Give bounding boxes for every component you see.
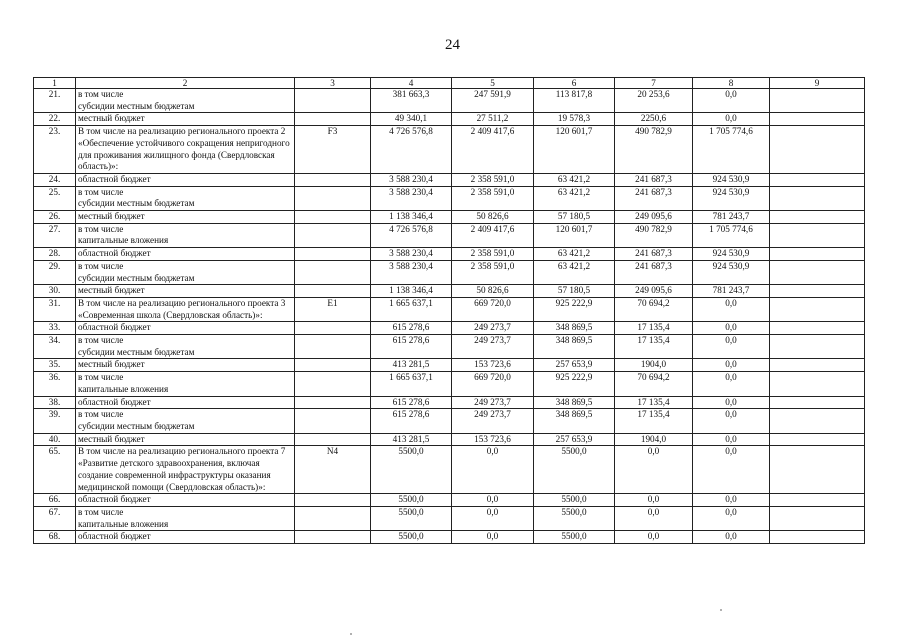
row-name-cell: областной бюджет <box>76 494 295 507</box>
value-cell-col8: 0,0 <box>693 297 770 321</box>
value-cell-col9 <box>770 186 865 210</box>
budget-table <box>33 77 865 544</box>
header-cell: 7 <box>615 78 693 89</box>
value-cell-col6: 5500,0 <box>534 506 615 530</box>
value-cell-col9 <box>770 446 865 494</box>
row-code-cell <box>295 248 371 261</box>
value-cell-col7: 0,0 <box>615 494 693 507</box>
table-row <box>34 531 865 544</box>
value-cell-col6: 57 180,5 <box>534 211 615 224</box>
row-number-cell: 35. <box>34 359 76 372</box>
page-number: 24 <box>445 37 460 53</box>
row-number-cell: 39. <box>34 409 76 433</box>
table-row <box>34 335 865 359</box>
scan-speck <box>350 633 352 635</box>
value-cell-col4: 5500,0 <box>371 494 452 507</box>
value-cell-col7: 1904,0 <box>615 433 693 446</box>
value-cell-col4: 615 278,6 <box>371 396 452 409</box>
row-number-cell: 29. <box>34 260 76 284</box>
value-cell-col8: 0,0 <box>693 372 770 396</box>
table-row <box>34 494 865 507</box>
value-cell-col7: 0,0 <box>615 506 693 530</box>
value-cell-col4: 3 588 230,4 <box>371 248 452 261</box>
value-cell-col5: 2 409 417,6 <box>452 223 534 247</box>
value-cell-col4: 615 278,6 <box>371 409 452 433</box>
table-row <box>34 211 865 224</box>
table-row <box>34 359 865 372</box>
value-cell-col7: 0,0 <box>615 531 693 544</box>
row-number-cell: 40. <box>34 433 76 446</box>
table-row <box>34 372 865 396</box>
value-cell-col9 <box>770 409 865 433</box>
value-cell-col4: 615 278,6 <box>371 322 452 335</box>
row-code-cell: F3 <box>295 126 371 174</box>
row-name-cell: в том числе субсидии местным бюджетам <box>76 260 295 284</box>
value-cell-col4: 5500,0 <box>371 506 452 530</box>
value-cell-col8: 924 530,9 <box>693 260 770 284</box>
value-cell-col5: 249 273,7 <box>452 335 534 359</box>
value-cell-col5: 0,0 <box>452 531 534 544</box>
row-number-cell: 67. <box>34 506 76 530</box>
value-cell-col8: 0,0 <box>693 433 770 446</box>
row-name-cell: областной бюджет <box>76 396 295 409</box>
value-cell-col4: 5500,0 <box>371 531 452 544</box>
value-cell-col4: 413 281,5 <box>371 433 452 446</box>
value-cell-col8: 0,0 <box>693 89 770 113</box>
row-code-cell <box>295 531 371 544</box>
value-cell-col4: 4 726 576,8 <box>371 126 452 174</box>
row-number-cell: 65. <box>34 446 76 494</box>
row-code-cell <box>295 359 371 372</box>
row-name-cell: В том числе на реализацию регионального проекта 7 «Развитие детского здравоохранения, включая создание современной инфраструктуры оказания медицинской помощи (Свердловская область)»: <box>76 446 295 494</box>
row-number-cell: 68. <box>34 531 76 544</box>
row-code-cell <box>295 494 371 507</box>
row-number-cell: 38. <box>34 396 76 409</box>
table-row <box>34 186 865 210</box>
table-row <box>34 285 865 298</box>
value-cell-col8: 0,0 <box>693 531 770 544</box>
row-code-cell <box>295 409 371 433</box>
row-number-cell: 22. <box>34 113 76 126</box>
value-cell-col7: 249 095,6 <box>615 211 693 224</box>
table-row <box>34 446 865 494</box>
value-cell-col5: 2 409 417,6 <box>452 126 534 174</box>
table-row <box>34 506 865 530</box>
row-number-cell: 28. <box>34 248 76 261</box>
row-number-cell: 25. <box>34 186 76 210</box>
row-name-cell: областной бюджет <box>76 531 295 544</box>
header-cell: 8 <box>693 78 770 89</box>
value-cell-col9 <box>770 248 865 261</box>
row-name-cell: в том числе капитальные вложения <box>76 506 295 530</box>
value-cell-col4: 5500,0 <box>371 446 452 494</box>
row-number-cell: 23. <box>34 126 76 174</box>
value-cell-col8: 0,0 <box>693 359 770 372</box>
value-cell-col6: 5500,0 <box>534 446 615 494</box>
value-cell-col9 <box>770 126 865 174</box>
row-number-cell: 24. <box>34 173 76 186</box>
row-number-cell: 26. <box>34 211 76 224</box>
value-cell-col6: 120 601,7 <box>534 223 615 247</box>
table-row <box>34 248 865 261</box>
row-code-cell <box>295 89 371 113</box>
value-cell-col8: 924 530,9 <box>693 248 770 261</box>
value-cell-col9 <box>770 89 865 113</box>
value-cell-col7: 70 694,2 <box>615 372 693 396</box>
row-name-cell: областной бюджет <box>76 322 295 335</box>
row-number-cell: 31. <box>34 297 76 321</box>
value-cell-col8: 1 705 774,6 <box>693 223 770 247</box>
value-cell-col9 <box>770 173 865 186</box>
row-code-cell <box>295 173 371 186</box>
value-cell-col6: 925 222,9 <box>534 372 615 396</box>
row-code-cell <box>295 433 371 446</box>
value-cell-col9 <box>770 297 865 321</box>
value-cell-col6: 19 578,3 <box>534 113 615 126</box>
value-cell-col9 <box>770 285 865 298</box>
row-name-cell: местный бюджет <box>76 285 295 298</box>
row-name-cell: местный бюджет <box>76 433 295 446</box>
row-name-cell: в том числе капитальные вложения <box>76 223 295 247</box>
table-row <box>34 126 865 174</box>
table-row <box>34 89 865 113</box>
value-cell-col9 <box>770 113 865 126</box>
value-cell-col6: 257 653,9 <box>534 359 615 372</box>
value-cell-col6: 5500,0 <box>534 494 615 507</box>
value-cell-col9 <box>770 396 865 409</box>
value-cell-col9 <box>770 506 865 530</box>
value-cell-col7: 0,0 <box>615 446 693 494</box>
header-row <box>34 78 865 89</box>
table-row <box>34 113 865 126</box>
header-cell: 9 <box>770 78 865 89</box>
value-cell-col4: 3 588 230,4 <box>371 260 452 284</box>
value-cell-col5: 249 273,7 <box>452 322 534 335</box>
row-number-cell: 21. <box>34 89 76 113</box>
value-cell-col4: 1 665 637,1 <box>371 297 452 321</box>
value-cell-col7: 70 694,2 <box>615 297 693 321</box>
header-cell: 4 <box>371 78 452 89</box>
value-cell-col9 <box>770 223 865 247</box>
row-number-cell: 36. <box>34 372 76 396</box>
row-code-cell <box>295 372 371 396</box>
value-cell-col4: 381 663,3 <box>371 89 452 113</box>
row-name-cell: местный бюджет <box>76 211 295 224</box>
value-cell-col6: 257 653,9 <box>534 433 615 446</box>
value-cell-col5: 50 826,6 <box>452 285 534 298</box>
row-code-cell <box>295 322 371 335</box>
row-code-cell: E1 <box>295 297 371 321</box>
value-cell-col7: 17 135,4 <box>615 322 693 335</box>
row-code-cell <box>295 285 371 298</box>
value-cell-col5: 249 273,7 <box>452 409 534 433</box>
value-cell-col5: 669 720,0 <box>452 297 534 321</box>
row-number-cell: 34. <box>34 335 76 359</box>
row-code-cell <box>295 260 371 284</box>
header-cell: 5 <box>452 78 534 89</box>
row-name-cell: областной бюджет <box>76 173 295 186</box>
row-name-cell: в том числе субсидии местным бюджетам <box>76 409 295 433</box>
value-cell-col6: 348 869,5 <box>534 335 615 359</box>
value-cell-col5: 153 723,6 <box>452 433 534 446</box>
value-cell-col5: 0,0 <box>452 506 534 530</box>
value-cell-col9 <box>770 372 865 396</box>
value-cell-col5: 2 358 591,0 <box>452 260 534 284</box>
value-cell-col4: 4 726 576,8 <box>371 223 452 247</box>
value-cell-col7: 249 095,6 <box>615 285 693 298</box>
value-cell-col4: 3 588 230,4 <box>371 173 452 186</box>
row-name-cell: В том числе на реализацию регионального проекта 3 «Современная школа (Свердловская область)»: <box>76 297 295 321</box>
row-name-cell: В том числе на реализацию регионального проекта 2 «Обеспечение устойчивого сокращения непригодного для проживания жилищного фонда (Свердловская область)»: <box>76 126 295 174</box>
row-code-cell <box>295 113 371 126</box>
value-cell-col9 <box>770 433 865 446</box>
value-cell-col5: 247 591,9 <box>452 89 534 113</box>
value-cell-col5: 50 826,6 <box>452 211 534 224</box>
row-name-cell: местный бюджет <box>76 113 295 126</box>
value-cell-col4: 1 665 637,1 <box>371 372 452 396</box>
value-cell-col9 <box>770 335 865 359</box>
value-cell-col5: 249 273,7 <box>452 396 534 409</box>
header-cell: 3 <box>295 78 371 89</box>
value-cell-col8: 0,0 <box>693 113 770 126</box>
value-cell-col5: 27 511,2 <box>452 113 534 126</box>
row-code-cell <box>295 223 371 247</box>
header-cell: 6 <box>534 78 615 89</box>
row-code-cell <box>295 396 371 409</box>
value-cell-col8: 0,0 <box>693 335 770 359</box>
row-code-cell <box>295 186 371 210</box>
value-cell-col7: 241 687,3 <box>615 260 693 284</box>
value-cell-col6: 63 421,2 <box>534 248 615 261</box>
header-cell: 1 <box>34 78 76 89</box>
value-cell-col9 <box>770 211 865 224</box>
value-cell-col5: 2 358 591,0 <box>452 186 534 210</box>
value-cell-col5: 669 720,0 <box>452 372 534 396</box>
row-number-cell: 27. <box>34 223 76 247</box>
value-cell-col6: 348 869,5 <box>534 396 615 409</box>
value-cell-col7: 20 253,6 <box>615 89 693 113</box>
value-cell-col4: 1 138 346,4 <box>371 211 452 224</box>
value-cell-col9 <box>770 531 865 544</box>
row-name-cell: в том числе субсидии местным бюджетам <box>76 335 295 359</box>
row-name-cell: в том числе субсидии местным бюджетам <box>76 89 295 113</box>
table-row <box>34 173 865 186</box>
value-cell-col8: 924 530,9 <box>693 186 770 210</box>
value-cell-col7: 17 135,4 <box>615 335 693 359</box>
row-name-cell: в том числе субсидии местным бюджетам <box>76 186 295 210</box>
value-cell-col9 <box>770 322 865 335</box>
table-row <box>34 433 865 446</box>
value-cell-col8: 924 530,9 <box>693 173 770 186</box>
value-cell-col6: 113 817,8 <box>534 89 615 113</box>
table-row <box>34 396 865 409</box>
row-number-cell: 33. <box>34 322 76 335</box>
value-cell-col5: 0,0 <box>452 446 534 494</box>
value-cell-col6: 63 421,2 <box>534 186 615 210</box>
scan-speck <box>720 609 722 611</box>
value-cell-col6: 120 601,7 <box>534 126 615 174</box>
value-cell-col8: 0,0 <box>693 494 770 507</box>
value-cell-col6: 63 421,2 <box>534 260 615 284</box>
value-cell-col7: 241 687,3 <box>615 248 693 261</box>
value-cell-col6: 5500,0 <box>534 531 615 544</box>
value-cell-col4: 413 281,5 <box>371 359 452 372</box>
row-code-cell: N4 <box>295 446 371 494</box>
row-name-cell: в том числе капитальные вложения <box>76 372 295 396</box>
value-cell-col9 <box>770 359 865 372</box>
value-cell-col7: 490 782,9 <box>615 126 693 174</box>
value-cell-col4: 3 588 230,4 <box>371 186 452 210</box>
table-row <box>34 223 865 247</box>
value-cell-col7: 2250,6 <box>615 113 693 126</box>
value-cell-col7: 1904,0 <box>615 359 693 372</box>
row-number-cell: 66. <box>34 494 76 507</box>
value-cell-col6: 57 180,5 <box>534 285 615 298</box>
row-code-cell <box>295 335 371 359</box>
value-cell-col5: 2 358 591,0 <box>452 173 534 186</box>
value-cell-col9 <box>770 260 865 284</box>
value-cell-col8: 0,0 <box>693 506 770 530</box>
value-cell-col4: 615 278,6 <box>371 335 452 359</box>
table-row <box>34 297 865 321</box>
value-cell-col4: 1 138 346,4 <box>371 285 452 298</box>
value-cell-col8: 0,0 <box>693 446 770 494</box>
value-cell-col7: 490 782,9 <box>615 223 693 247</box>
value-cell-col5: 0,0 <box>452 494 534 507</box>
value-cell-col8: 781 243,7 <box>693 211 770 224</box>
row-name-cell: областной бюджет <box>76 248 295 261</box>
value-cell-col8: 0,0 <box>693 322 770 335</box>
value-cell-col8: 1 705 774,6 <box>693 126 770 174</box>
value-cell-col8: 781 243,7 <box>693 285 770 298</box>
value-cell-col7: 17 135,4 <box>615 409 693 433</box>
value-cell-col7: 17 135,4 <box>615 396 693 409</box>
table-row <box>34 322 865 335</box>
value-cell-col4: 49 340,1 <box>371 113 452 126</box>
row-name-cell: местный бюджет <box>76 359 295 372</box>
value-cell-col5: 153 723,6 <box>452 359 534 372</box>
value-cell-col6: 925 222,9 <box>534 297 615 321</box>
value-cell-col6: 348 869,5 <box>534 322 615 335</box>
row-number-cell: 30. <box>34 285 76 298</box>
value-cell-col7: 241 687,3 <box>615 186 693 210</box>
value-cell-col8: 0,0 <box>693 396 770 409</box>
row-code-cell <box>295 506 371 530</box>
row-code-cell <box>295 211 371 224</box>
value-cell-col6: 348 869,5 <box>534 409 615 433</box>
value-cell-col6: 63 421,2 <box>534 173 615 186</box>
table-row <box>34 409 865 433</box>
value-cell-col7: 241 687,3 <box>615 173 693 186</box>
table-row <box>34 260 865 284</box>
value-cell-col9 <box>770 494 865 507</box>
header-cell: 2 <box>76 78 295 89</box>
value-cell-col8: 0,0 <box>693 409 770 433</box>
value-cell-col5: 2 358 591,0 <box>452 248 534 261</box>
